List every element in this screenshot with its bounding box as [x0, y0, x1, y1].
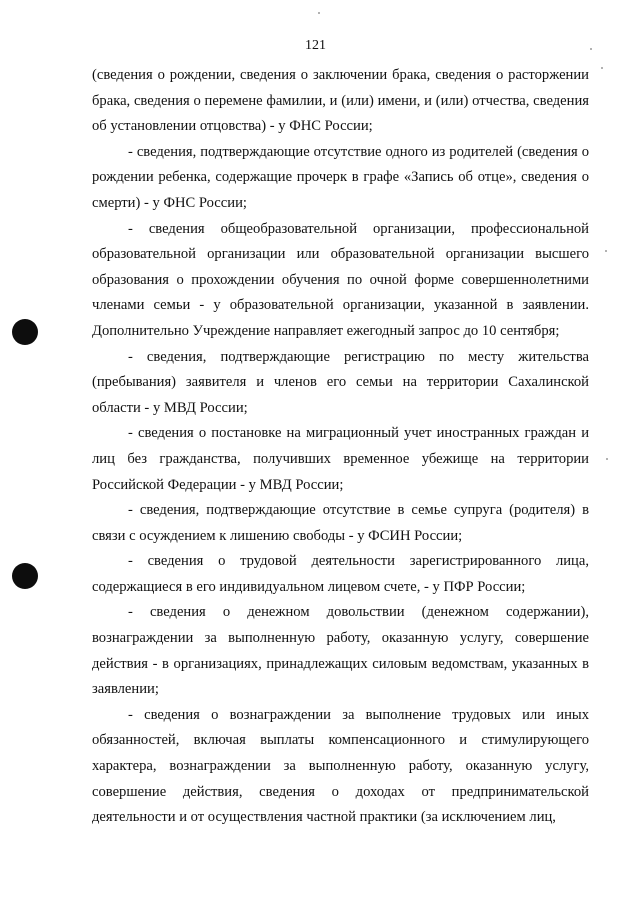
scan-speck	[590, 48, 592, 50]
punch-hole-bottom	[12, 563, 38, 589]
paragraph: - сведения, подтверждающие отсутствие в семье супруга (родителя) в связи с осуждением к лишению свободы - у ФСИН России;	[92, 502, 589, 544]
scan-speck	[606, 458, 608, 460]
paragraph: - сведения о трудовой деятельности зарегистрированного лица, содержащиеся в его индивидуальном лицевом счете, - у ПФР России;	[92, 553, 589, 595]
scan-speck	[605, 250, 607, 252]
paragraph: - сведения, подтверждающие отсутствие одного из родителей (сведения о рождении ребенка, содержащие прочерк в графе «Запись об отце», сведения о смерти) - у ФНС России;	[92, 143, 589, 211]
paragraph: - сведения, подтверждающие регистрацию по месту жительства (пребывания) заявителя и членов его семьи на территории Сахалинской области - у МВД России;	[92, 348, 589, 416]
page-number: 121	[305, 38, 326, 53]
paragraph: - сведения общеобразовательной организации, профессиональной образовательной организации или образовательной организации высшего образования о прохождении обучения по очной форме совершеннолетними членами семьи - у образовательной организации, указанной в заявлении. Дополнительно Учреждение направляет ежегодный запрос до 10 сентября;	[92, 220, 589, 339]
paragraph: - сведения о постановке на миграционный учет иностранных граждан и лиц без гражданства, получивших временное убежище на территории Российской Федерации - у МВД России;	[92, 425, 589, 493]
paragraph: (сведения о рождении, сведения о заключении брака, сведения о расторжении брака, сведения о перемене фамилии, и (или) имени, и (или) отчества, сведения об установлении отцовства) - у ФНС России;	[92, 67, 589, 135]
scan-speck	[318, 12, 320, 14]
paragraph: - сведения о вознаграждении за выполнение трудовых или иных обязанностей, включая выплаты компенсационного и стимулирующего характера, вознаграждении за выполненную работу, оказанную услугу, совершение действия, сведения о доходах от предпринимательской деятельности и от осуществления частной практики (за исключением лиц,	[92, 706, 589, 826]
paragraph: - сведения о денежном довольствии (денежном содержании), вознаграждении за выполненную работу, оказанную услугу, совершение действия - в организациях, принадлежащих силовым ведомствам, указанных в заявлении;	[92, 604, 589, 698]
body-text	[92, 63, 589, 831]
punch-hole-top	[12, 319, 38, 345]
scan-speck	[601, 67, 603, 69]
